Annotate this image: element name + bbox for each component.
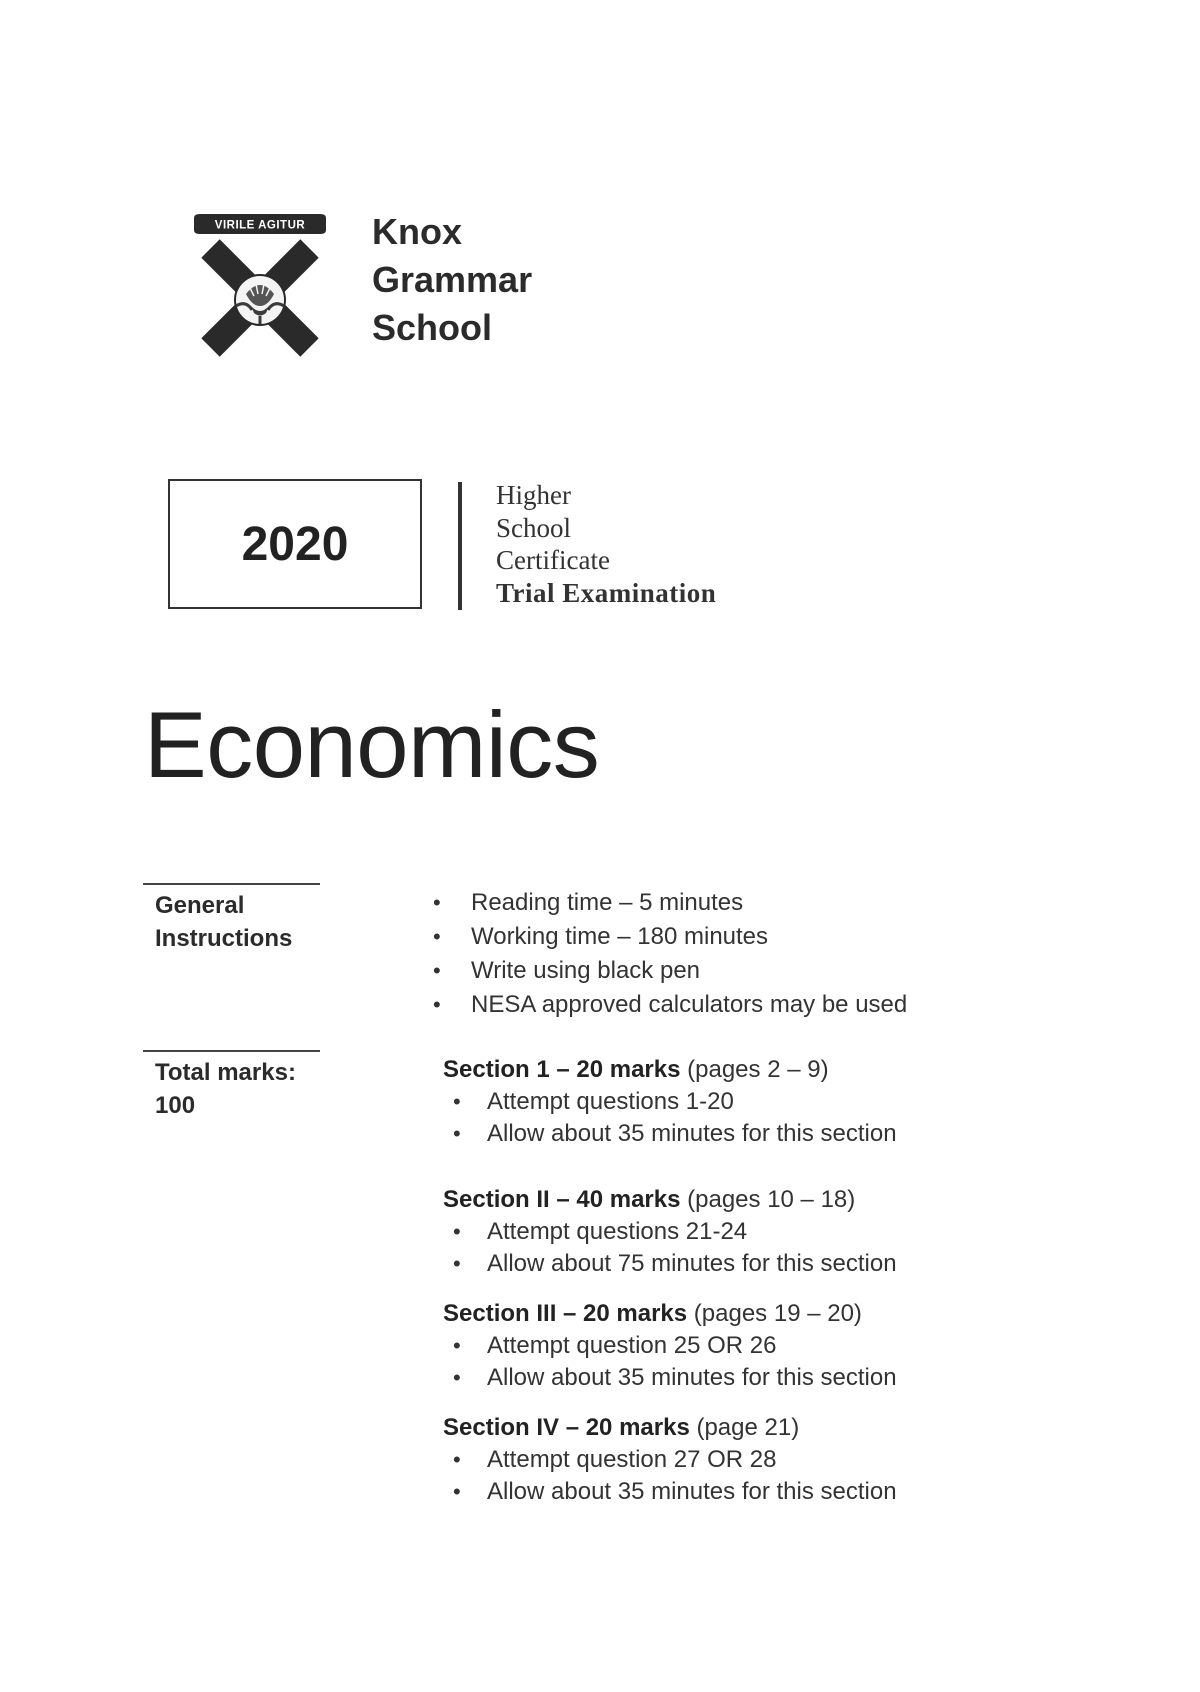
section-items (443, 1216, 897, 1280)
section-item: • Allow about 35 minutes for this section (443, 1118, 897, 1150)
crest-motto-text: VIRILE AGITUR (214, 219, 306, 232)
section-item: • Allow about 35 minutes for this section (443, 1362, 897, 1394)
instruction-item: • Working time – 180 minutes (433, 920, 907, 954)
instruction-item: • Reading time – 5 minutes (433, 886, 907, 920)
school-crest-logo (190, 212, 330, 362)
section-2 (443, 1184, 897, 1280)
exam-year: 2020 (241, 517, 349, 571)
section-pages: (pages 10 – 18) (687, 1186, 856, 1213)
section-4 (443, 1412, 897, 1508)
exam-year-box (168, 479, 422, 609)
vertical-divider (458, 482, 462, 610)
general-instructions-label (155, 889, 292, 955)
general-instructions-label-line-1: General (155, 892, 245, 919)
section-pages: (page 21) (696, 1414, 800, 1441)
school-name-line-1: Knox (372, 211, 462, 252)
general-instructions-rule (143, 883, 320, 885)
school-name (372, 208, 532, 352)
section-1 (443, 1054, 897, 1150)
section-heading (443, 1184, 897, 1216)
exam-type-line-3: Certificate (496, 545, 610, 575)
school-name-line-2: Grammar (372, 259, 533, 300)
section-heading (443, 1298, 897, 1330)
section-item: • Attempt questions 1-20 (443, 1086, 897, 1118)
total-marks-label-text: Total marks: (155, 1059, 296, 1086)
total-marks-rule (143, 1050, 320, 1052)
general-instructions-list (433, 886, 907, 1022)
section-item: • Allow about 35 minutes for this section (443, 1476, 897, 1508)
instruction-item: • Write using black pen (433, 954, 907, 988)
section-items (443, 1086, 897, 1150)
section-3 (443, 1298, 897, 1394)
section-items (443, 1444, 897, 1508)
section-item: • Attempt question 27 OR 28 (443, 1444, 897, 1476)
total-marks-value: 100 (155, 1092, 196, 1119)
section-pages: (pages 19 – 20) (693, 1300, 862, 1327)
exam-type-line-2: School (496, 512, 572, 543)
section-item: • Attempt questions 21-24 (443, 1216, 897, 1248)
school-name-line-3: School (372, 307, 493, 348)
section-title: Section II – 40 marks (443, 1186, 681, 1213)
subject-title: Economics (144, 692, 600, 797)
instruction-item: • NESA approved calculators may be used (433, 988, 907, 1022)
general-instructions-label-line-2: Instructions (155, 925, 293, 952)
section-title: Section III – 20 marks (443, 1300, 688, 1327)
section-item: • Allow about 75 minutes for this section (443, 1248, 897, 1280)
total-marks-label (155, 1056, 296, 1122)
exam-type-line-1: Higher (496, 480, 571, 510)
section-pages: (pages 2 – 9) (687, 1056, 829, 1083)
section-title: Section IV – 20 marks (443, 1414, 690, 1441)
exam-type (496, 479, 716, 609)
section-items (443, 1330, 897, 1394)
exam-type-line-4: Trial Examination (496, 577, 717, 608)
section-heading (443, 1054, 897, 1086)
section-item: • Attempt question 25 OR 26 (443, 1330, 897, 1362)
section-title: Section 1 – 20 marks (443, 1056, 681, 1083)
section-heading (443, 1412, 897, 1444)
